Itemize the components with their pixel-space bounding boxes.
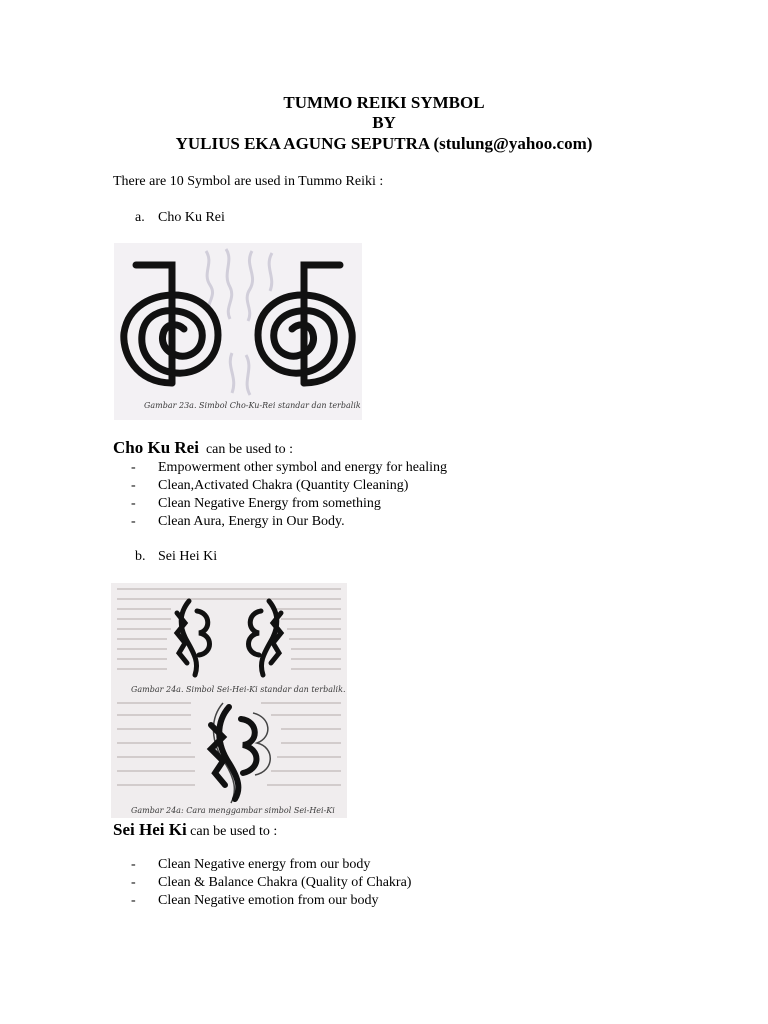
section-a-label — [135, 210, 225, 226]
cho-ku-rei-heading-rest: can be used to : — [205, 442, 294, 457]
sei-hei-ki-standard-symbol — [177, 601, 210, 675]
list-item: - Clean & Balance Chakra (Quality of Chakra) — [131, 875, 412, 890]
sei-hei-ki-heading-rest: can be used to : — [190, 824, 278, 839]
document-author: YULIUS EKA AGUNG SEPUTRA (stulung@yahoo.com) — [175, 134, 593, 153]
cho-ku-rei-caption: Gambar 23a. Simbol Cho-Ku-Rei standar dan terbalik — [144, 401, 361, 410]
sei-hei-ki-illustration — [111, 583, 347, 818]
cho-ku-rei-uses-list — [131, 459, 447, 531]
list-item: - Clean Negative emotion from our body — [131, 893, 379, 908]
sei-hei-ki-uses-list — [131, 856, 411, 910]
section-a-name: Cho Ku Rei — [158, 210, 225, 225]
intro-text: There are 10 Symbol are used in Tummo Reiki : — [113, 174, 384, 189]
list-item: - Clean Aura, Energy in Our Body. — [131, 514, 345, 529]
section-b-letter: b. — [135, 549, 146, 564]
section-a-letter: a. — [135, 210, 145, 225]
sei-hei-ki-image — [111, 583, 347, 818]
sei-hei-ki-reversed-symbol — [249, 601, 282, 675]
cho-ku-rei-image — [114, 243, 362, 420]
sei-hei-ki-heading — [113, 820, 277, 840]
list-item: - Clean Negative energy from our body — [131, 857, 371, 872]
list-item: - Clean Negative Energy from something — [131, 496, 381, 511]
section-b-label — [135, 549, 217, 565]
sei-hei-ki-caption-2: Gambar 24a: Cara menggambar simbol Sei-Hei-Ki — [131, 806, 335, 815]
sei-hei-ki-caption-1: Gambar 24a. Simbol Sei-Hei-Ki standar dan terbalik. — [131, 685, 346, 694]
list-item: - Empowerment other symbol and energy for healing — [131, 460, 447, 475]
cho-ku-rei-heading-title: Cho Ku Rei — [113, 438, 199, 457]
document-title-by: BY — [372, 113, 396, 132]
sei-hei-ki-heading-title: Sei Hei Ki — [113, 820, 187, 839]
document-title: TUMMO REIKI SYMBOL — [283, 93, 485, 112]
list-item: - Clean,Activated Chakra (Quantity Cleaning) — [131, 478, 409, 493]
cho-ku-rei-standard-symbol — [124, 265, 218, 383]
cho-ku-rei-heading — [113, 438, 293, 458]
section-b-name: Sei Hei Ki — [158, 549, 218, 564]
cho-ku-rei-illustration — [114, 243, 362, 420]
